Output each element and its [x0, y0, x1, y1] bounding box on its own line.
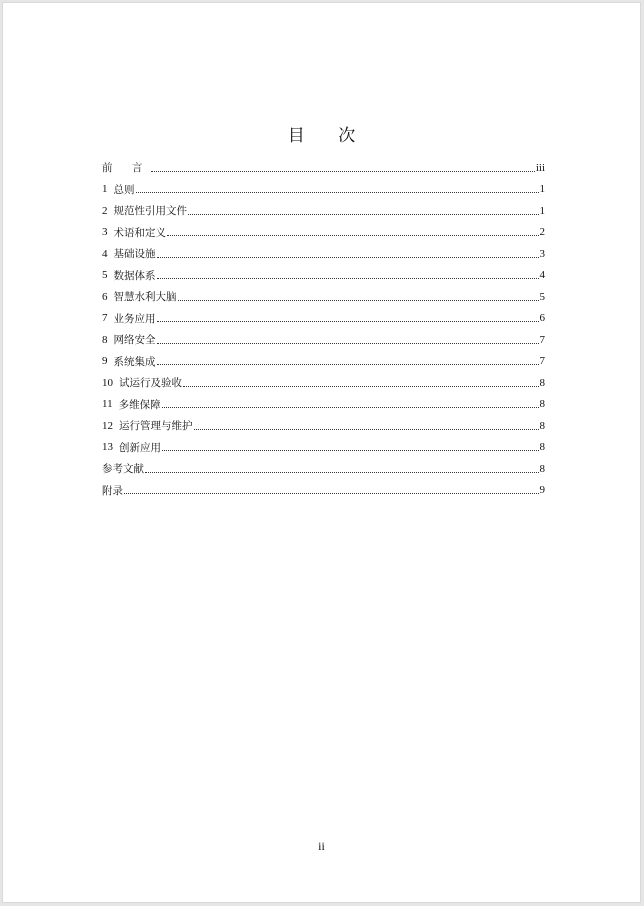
toc-entry-number: 7: [102, 312, 108, 324]
page-number: ii: [318, 839, 325, 853]
dot-leader: [178, 300, 539, 301]
toc-entry-page: 8: [539, 441, 545, 453]
dot-leader: [124, 493, 539, 494]
toc-entry-number: 4: [102, 247, 108, 260]
toc-entry-page: 1: [539, 204, 545, 217]
toc-entry-6[interactable]: [102, 281, 545, 303]
document-page: [2, 2, 641, 903]
toc-entry-8[interactable]: [102, 324, 545, 346]
toc-entry-page: 8: [539, 462, 545, 475]
toc-entry-label: 运行管理与维护: [119, 420, 193, 432]
toc-entry-12[interactable]: [102, 410, 545, 432]
toc-entry-7[interactable]: [102, 303, 545, 325]
toc-entry-label: 数据体系: [113, 269, 156, 282]
toc-entry-2[interactable]: [102, 195, 545, 217]
toc-entry-page: 5: [539, 290, 545, 303]
toc-entry-label: 基础设施: [113, 248, 156, 260]
dot-leader: [136, 192, 539, 193]
toc-entry-appendix[interactable]: [102, 475, 545, 497]
toc-entry-label: 参考文献: [102, 463, 144, 475]
toc-entry-number: 6: [102, 290, 108, 303]
table-of-contents: [102, 152, 545, 496]
dot-leader: [162, 407, 539, 408]
dot-leader: [183, 386, 539, 387]
toc-entry-number: 12: [102, 419, 113, 432]
toc-title: 目 次: [287, 126, 370, 146]
toc-entry-label: 总则: [113, 183, 135, 196]
toc-entry-label: 智慧水利大脑: [113, 291, 177, 303]
toc-entry-10[interactable]: [102, 367, 545, 389]
toc-entry-number: 10: [102, 376, 113, 389]
toc-entry-number: 13: [102, 441, 113, 453]
toc-entry-number: 1: [102, 183, 108, 195]
dot-leader: [151, 171, 534, 172]
toc-entry-number: 3: [102, 226, 108, 238]
toc-entry-page: iii: [535, 161, 545, 174]
toc-entry-page: 7: [539, 355, 545, 367]
toc-entry-number: 9: [102, 355, 108, 367]
dot-leader: [188, 214, 539, 215]
toc-entry-label: 术语和定义: [113, 226, 166, 239]
toc-entry-label: 创新应用: [119, 441, 161, 454]
toc-entry-page: 3: [539, 247, 545, 260]
toc-entry-number: 2: [102, 204, 108, 217]
toc-entry-page: 8: [539, 419, 545, 432]
toc-entry-label: 前 言: [102, 162, 151, 174]
toc-entry-13[interactable]: [102, 432, 545, 454]
toc-entry-4[interactable]: [102, 238, 545, 260]
toc-entry-number: 11: [102, 398, 113, 410]
dot-leader: [194, 429, 539, 430]
toc-entry-page: 2: [539, 226, 545, 238]
toc-entry-page: 8: [539, 398, 545, 410]
dot-leader: [157, 321, 539, 322]
toc-entry-page: 7: [539, 333, 545, 346]
dot-leader: [157, 364, 539, 365]
toc-entry-label: 系统集成: [113, 355, 156, 368]
toc-entry-label: 多维保障: [118, 398, 161, 411]
toc-entry-3[interactable]: [102, 217, 545, 239]
dot-leader: [157, 278, 539, 279]
toc-entry-label: 规范性引用文件: [113, 205, 187, 217]
toc-entry-page: 4: [539, 269, 545, 281]
dot-leader: [162, 450, 539, 451]
toc-entry-preface[interactable]: [102, 152, 545, 174]
toc-entry-11[interactable]: [102, 389, 545, 411]
toc-entry-references[interactable]: [102, 453, 545, 475]
toc-entry-number: 5: [102, 269, 108, 281]
toc-entry-page: 1: [539, 183, 545, 195]
toc-entry-number: 8: [102, 333, 108, 346]
toc-entry-page: 8: [539, 376, 545, 389]
toc-entry-5[interactable]: [102, 260, 545, 282]
toc-entry-1[interactable]: [102, 174, 545, 196]
dot-leader: [167, 235, 539, 236]
dot-leader: [157, 257, 539, 258]
toc-entry-label: 附录: [102, 484, 123, 497]
dot-leader: [145, 472, 539, 473]
toc-entry-page: 9: [539, 484, 545, 496]
toc-entry-label: 试运行及验收: [119, 377, 182, 389]
toc-entry-label: 业务应用: [113, 312, 156, 325]
toc-entry-9[interactable]: [102, 346, 545, 368]
toc-entry-page: 6: [539, 312, 545, 324]
toc-entry-label: 网络安全: [113, 334, 156, 346]
dot-leader: [157, 343, 539, 344]
